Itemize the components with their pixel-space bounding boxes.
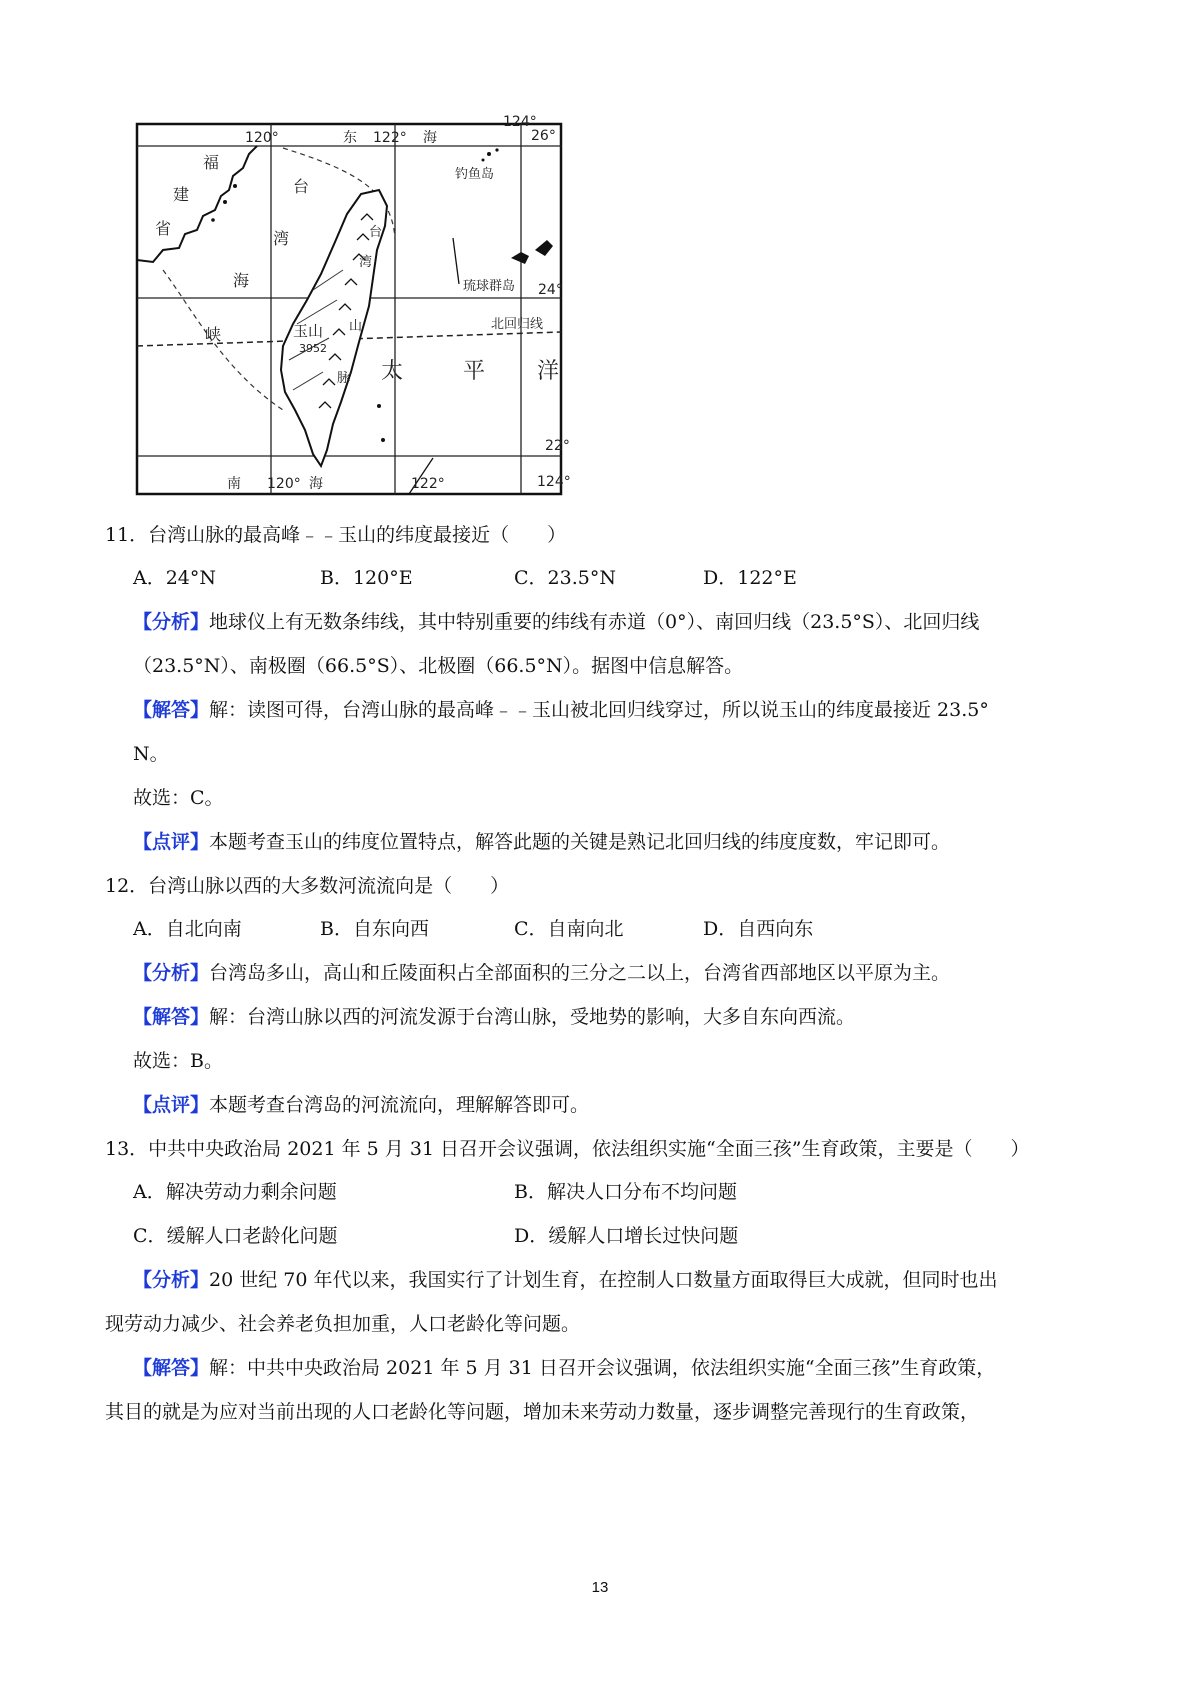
lon-label-122-top: 122° bbox=[373, 130, 407, 146]
q11-comment-text: 本题考查玉山的纬度位置特点，解答此题的关键是熟记北回归线的纬度度数，牢记即可。 bbox=[209, 831, 951, 853]
strait-char-4: 峡 bbox=[205, 325, 222, 344]
mountain-char-2: 湾 bbox=[359, 255, 373, 270]
peak-height-label: 3952 bbox=[299, 342, 327, 355]
q12-answer-text: 解：台湾山脉以西的河流发源于台湾山脉，受地势的影响，大多自东向西流。 bbox=[209, 1006, 856, 1028]
q12-comment bbox=[133, 1093, 589, 1117]
q11-analysis-line-2: （23.5°N）、南极圈（66.5°S）、北极圈（66.5°N）。据图中信息解答。 bbox=[133, 655, 744, 677]
lon-label-124-top: 124° bbox=[503, 114, 537, 130]
lon-label-122-bottom: 122° bbox=[411, 476, 445, 492]
lon-label-120-bottom: 120° bbox=[267, 476, 301, 492]
sea-label-dong: 东 bbox=[343, 130, 357, 146]
ocean-char-3: 洋 bbox=[537, 359, 560, 384]
sea-label-hai-top: 海 bbox=[423, 130, 437, 146]
lat-label-26: 26° bbox=[531, 128, 556, 144]
q13-option-c: C．缓解人口老龄化问题 bbox=[133, 1225, 338, 1247]
q13-option-a: A．解决劳动力剩余问题 bbox=[133, 1181, 337, 1203]
q12-option-c: C．自南向北 bbox=[514, 918, 624, 940]
analysis-tag: 【分析】 bbox=[133, 962, 210, 984]
q11-option-d: D．122°E bbox=[703, 567, 797, 589]
lat-label-22: 22° bbox=[545, 438, 570, 454]
ocean-char-2: 平 bbox=[463, 359, 486, 384]
answer-tag: 【解答】 bbox=[133, 1006, 210, 1028]
q12-analysis bbox=[133, 961, 950, 985]
comment-tag: 【点评】 bbox=[133, 1094, 210, 1116]
mountain-char-3: 山 bbox=[349, 319, 363, 334]
page-number: 13 bbox=[591, 1579, 609, 1596]
sea-label-hai-bottom: 海 bbox=[309, 476, 323, 492]
q12-stem: 12．台湾山脉以西的大多数河流流向是（ ） bbox=[105, 875, 510, 897]
q11-choice: 故选：C。 bbox=[133, 787, 224, 809]
q11-answer-line-1 bbox=[133, 698, 989, 722]
analysis-tag: 【分析】 bbox=[133, 611, 210, 633]
answer-tag: 【解答】 bbox=[133, 1357, 210, 1379]
province-char-1: 福 bbox=[203, 153, 220, 172]
q13-analysis-text: 20 世纪 70 年代以来，我国实行了计划生育，在控制人口数量方面取得巨大成就，但同时也出 bbox=[209, 1269, 998, 1291]
answer-tag: 【解答】 bbox=[133, 699, 210, 721]
q13-option-d: D．缓解人口增长过快问题 bbox=[514, 1225, 739, 1247]
q13-analysis-line-2: 现劳动力减少、社会养老负担加重，人口老龄化等问题。 bbox=[105, 1313, 581, 1335]
q11-answer-line-2: N。 bbox=[133, 743, 169, 765]
q13-option-b: B．解决人口分布不均问题 bbox=[514, 1181, 737, 1203]
comment-tag: 【点评】 bbox=[133, 831, 210, 853]
q12-analysis-text: 台湾岛多山，高山和丘陵面积占全部面积的三分之二以上，台湾省西部地区以平原为主。 bbox=[209, 962, 951, 984]
q12-answer bbox=[133, 1005, 855, 1029]
q12-comment-text: 本题考查台湾岛的河流流向，理解解答即可。 bbox=[209, 1094, 590, 1116]
q13-answer-text: 解：中共中央政治局 2021 年 5 月 31 日召开会议强调，依法组织实施“全面三孩”生育政策， bbox=[209, 1357, 996, 1379]
lon-label-124-bottom: 124° bbox=[537, 474, 571, 490]
q11-comment bbox=[133, 830, 950, 854]
lon-label-120-top: 120° bbox=[245, 130, 279, 146]
q11-option-a: A．24°N bbox=[133, 567, 217, 589]
q12-choice: 故选：B。 bbox=[133, 1050, 223, 1072]
q12-option-a: A．自北向南 bbox=[133, 918, 242, 940]
q13-answer-line-2: 其目的就是为应对当前出现的人口老龄化等问题，增加未来劳动力数量，逐步调整完善现行的生育政策， bbox=[105, 1401, 980, 1423]
q12-option-b: B．自东向西 bbox=[320, 918, 429, 940]
q13-answer-line-1 bbox=[133, 1356, 995, 1380]
lat-label-24: 24° bbox=[538, 282, 563, 298]
strait-char-3: 海 bbox=[233, 271, 250, 290]
q11-analysis-text: 地球仪上有无数条纬线，其中特别重要的纬线有赤道（0°）、南回归线（23.5°S）、北回归线 bbox=[209, 611, 980, 633]
analysis-tag: 【分析】 bbox=[133, 1269, 210, 1291]
q13-analysis-line-1 bbox=[133, 1268, 998, 1292]
q11-answer-text: 解：读图可得，台湾山脉的最高峰﹣﹣玉山被北回归线穿过，所以说玉山的纬度最接近 23.5° bbox=[209, 699, 989, 721]
strait-char-1: 台 bbox=[293, 177, 310, 196]
sea-label-nan: 南 bbox=[227, 476, 241, 492]
q11-option-c: C．23.5°N bbox=[514, 567, 616, 589]
mountain-char-4: 脉 bbox=[337, 371, 351, 386]
tropic-label: 北回归线 bbox=[491, 317, 544, 332]
province-char-3: 省 bbox=[155, 219, 172, 238]
q11-option-b: B．120°E bbox=[320, 567, 413, 589]
ocean-char-1: 太 bbox=[381, 359, 404, 384]
mountain-char-1: 台 bbox=[369, 225, 383, 240]
strait-char-2: 湾 bbox=[273, 229, 290, 248]
q13-stem: 13．中共中央政治局 2021 年 5 月 31 日召开会议强调，依法组织实施“全面三孩”生育政策，主要是（ ） bbox=[105, 1138, 1030, 1160]
q12-option-d: D．自西向东 bbox=[703, 918, 814, 940]
peak-label: 玉山 bbox=[293, 322, 324, 340]
q11-analysis-line-1 bbox=[133, 610, 979, 634]
ryukyu-label: 琉球群岛 bbox=[463, 279, 516, 294]
taiwan-map-figure bbox=[133, 110, 585, 500]
province-char-2: 建 bbox=[173, 185, 190, 204]
q11-stem: 11．台湾山脉的最高峰﹣﹣玉山的纬度最接近（ ） bbox=[105, 524, 567, 546]
diaoyu-island-label: 钓鱼岛 bbox=[455, 167, 495, 182]
